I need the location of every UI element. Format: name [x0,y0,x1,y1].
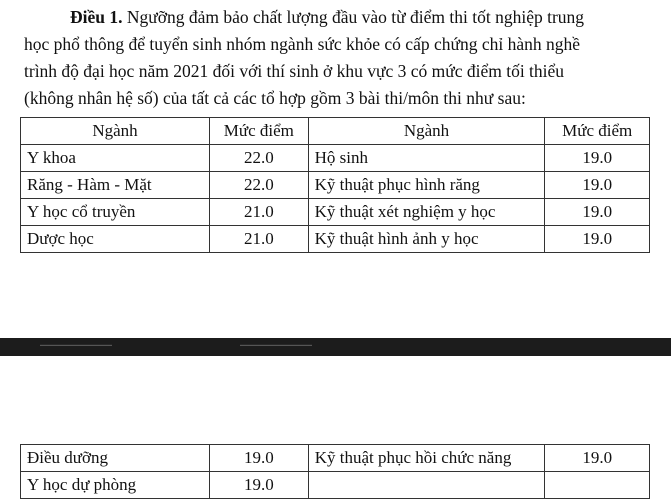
cell-major: Y khoa [21,145,210,172]
cell-major: Kỹ thuật phục hồi chức năng [308,445,545,472]
cell-major: Dược học [21,226,210,253]
paragraph-line-4: (không nhân hệ số) của tất cả các tổ hợp gồm 3 bài thi/môn thi như sau: [24,88,526,108]
paragraph-line-2: học phổ thông để tuyển sinh nhóm ngành sức khỏe có cấp chứng chỉ hành nghề [24,34,581,54]
header-score-1: Mức điểm [210,118,309,145]
table-row [21,226,650,253]
cell-major: Kỹ thuật phục hình răng [308,172,545,199]
cell-score: 19.0 [210,472,309,499]
cell-score: 19.0 [545,172,650,199]
cell-major: Điều dưỡng [21,445,210,472]
table-header-row [21,118,650,145]
table-row [21,199,650,226]
cell-score: 19.0 [545,145,650,172]
header-major-2: Ngành [308,118,545,145]
cell-major: Y học cổ truyền [21,199,210,226]
cell-score: 22.0 [210,172,309,199]
table-row [21,172,650,199]
page-break-smudge: ▬▬▬▬▬▬▬▬▬▬▬▬▬▬▬▬▬▬ [240,342,312,347]
cell-major: Hộ sinh [308,145,545,172]
page-break-band [0,338,671,356]
cell-score: 22.0 [210,145,309,172]
table-row [21,145,650,172]
cell-score: 19.0 [210,445,309,472]
table-row [21,472,650,499]
table-row [21,445,650,472]
paragraph-line-1-text: Ngưỡng đảm bảo chất lượng đầu vào từ điểm thi tốt nghiệp trung [126,7,585,27]
cell-score: 19.0 [545,226,650,253]
cell-major: Răng - Hàm - Mặt [21,172,210,199]
cell-major: Kỹ thuật hình ảnh y học [308,226,545,253]
cell-major: Y học dự phòng [21,472,210,499]
article-paragraph [24,4,650,112]
header-score-2: Mức điểm [545,118,650,145]
cell-score: 21.0 [210,226,309,253]
page-break-smudge: ▬▬▬▬▬▬▬▬▬▬▬▬▬▬▬▬▬▬ [40,342,112,347]
cell-score: 19.0 [545,445,650,472]
cell-score: 21.0 [210,199,309,226]
paragraph-line-3: trình độ đại học năm 2021 đối với thí sinh ở khu vực 3 có mức điểm tối thiểu [24,61,565,81]
cell-major: Kỹ thuật xét nghiệm y học [308,199,545,226]
header-major-1: Ngành [21,118,210,145]
threshold-table-bottom [20,444,650,499]
cell-major [308,472,545,499]
cell-score: 19.0 [545,199,650,226]
threshold-table-top [20,117,650,253]
paragraph-line-1 [24,4,650,31]
article-label: Điều 1. [70,7,123,27]
cell-score [545,472,650,499]
